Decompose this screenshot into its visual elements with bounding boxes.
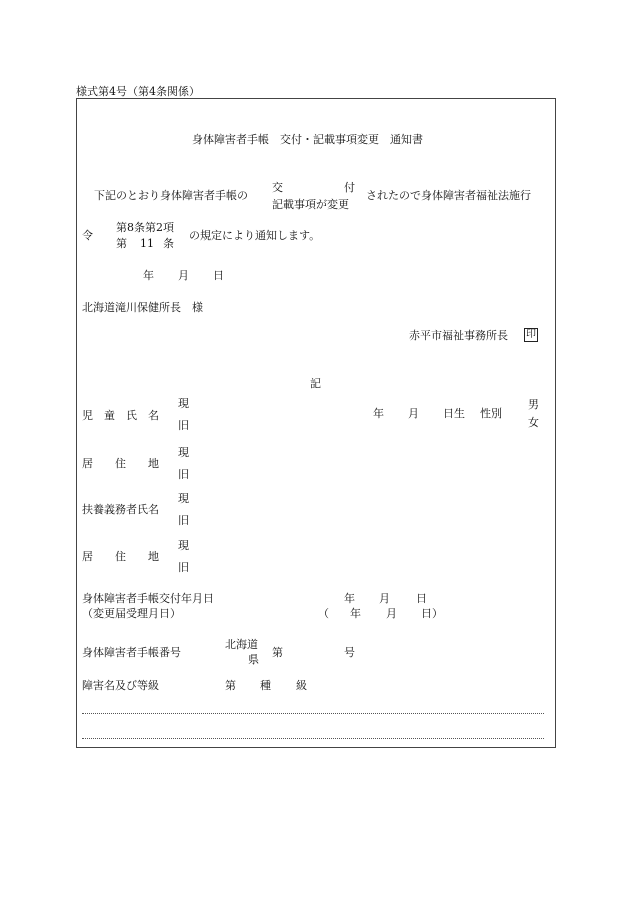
issue-month: 月	[379, 592, 390, 605]
notice-line1-suffix: されたので身体障害者福祉法施行	[366, 189, 531, 202]
gender-label: 性別	[480, 407, 502, 420]
guardian-old: 旧	[178, 514, 189, 527]
notebook-number-label: 身体障害者手帳番号	[82, 646, 181, 659]
residence-current: 現	[178, 446, 189, 459]
change-date-label: （変更届受理月日）	[82, 607, 181, 620]
grade-shu: 種	[260, 679, 271, 692]
notice-line1-prefix: 下記のとおり身体障害者手帳の	[94, 189, 248, 202]
guardian-current: 現	[178, 492, 189, 505]
notice-article-a: 第8条第2項	[116, 221, 174, 234]
residence-label: 居 住 地	[82, 457, 159, 470]
child-name-label: 児 童 氏 名	[82, 409, 159, 422]
change-day: 日）	[421, 607, 443, 620]
disability-grade-label: 障害名及び等級	[82, 679, 159, 692]
number-go: 号	[344, 646, 355, 659]
dotted-line-2	[82, 738, 544, 739]
residence2-old: 旧	[178, 561, 189, 574]
dob-year: 年	[373, 407, 384, 420]
date-year: 年	[143, 269, 154, 282]
ki-heading: 記	[310, 377, 321, 390]
number-dai: 第	[272, 646, 283, 659]
grade-dai: 第	[225, 679, 236, 692]
notice-option-change: 記載事項が変更	[272, 198, 349, 211]
document-title: 身体障害者手帳 交付・記載事項変更 通知書	[192, 133, 423, 146]
notice-article-b-pre: 第	[116, 237, 127, 250]
date-month: 月	[178, 269, 189, 282]
residence-old: 旧	[178, 468, 189, 481]
seal-mark: 印	[526, 329, 536, 340]
change-year: 年	[350, 607, 361, 620]
residence2-current: 現	[178, 539, 189, 552]
residence2-label: 居 住 地	[82, 550, 159, 563]
gender-male: 男	[528, 398, 539, 411]
dob-month: 月	[408, 407, 419, 420]
form-number-label: 様式第4号（第4条関係）	[76, 85, 200, 98]
child-name-current: 現	[178, 397, 189, 410]
date-day: 日	[213, 269, 224, 282]
child-name-old: 旧	[178, 419, 189, 432]
prefecture-ken: 県	[248, 653, 259, 666]
change-month: 月	[386, 607, 397, 620]
notice-option-issue-right: 付	[344, 181, 355, 194]
dotted-line-1	[82, 713, 544, 714]
notice-line2-prefix: 令	[82, 229, 93, 242]
issue-date-label: 身体障害者手帳交付年月日	[82, 592, 214, 605]
prefecture-hokkaido: 北海道	[225, 638, 258, 651]
notice-article-b-num: 11	[140, 237, 154, 250]
notice-article-b-post: 条	[163, 237, 174, 250]
sender: 赤平市福祉事務所長	[409, 329, 508, 342]
gender-female: 女	[528, 416, 539, 429]
notice-option-issue-left: 交	[272, 181, 283, 194]
addressee: 北海道滝川保健所長 様	[82, 301, 203, 314]
issue-year: 年	[344, 592, 355, 605]
dob-day: 日生	[443, 407, 465, 420]
grade-kyu: 級	[296, 679, 307, 692]
guardian-name-label: 扶養義務者氏名	[82, 503, 159, 516]
issue-day: 日	[416, 592, 427, 605]
change-paren-open: （	[318, 607, 329, 620]
notice-line2-suffix: の規定により通知します。	[189, 229, 321, 242]
